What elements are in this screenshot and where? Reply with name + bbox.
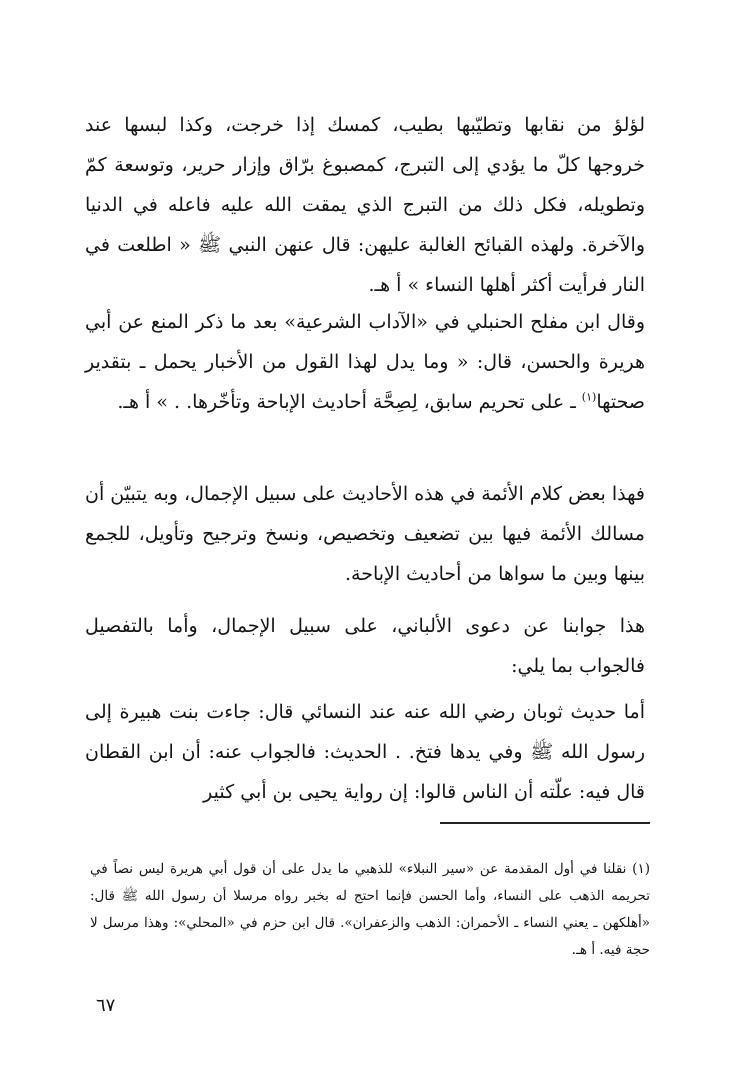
paragraph-1: لؤلؤ من نقابها وتطيّبها بطيب، كمسك إذا خرجت، وكذا لبسها عند خروجها كلّ ما يؤدي إلى التبرج، كمصبوغ برّاق وإزار حرير، وتوسعة كمّ وتطويله، فكل ذلك من التبرج الذي يمقت الله عليه فاعله في الدنيا والآخرة. ولهذه القبائح الغالبة عليهن: قال عنهن النبي ﷺ « اطلعت في النار فرأيت أكثر أهلها النساء » أ هـ. [85,114,645,296]
paragraph-2 [85,302,645,422]
paragraph-4: هذا جوابنا عن دعوى الألباني، على سبيل الإجمال، وأما بالتفصيل فالجواب بما يلي: [85,615,645,677]
paragraph-5: أما حديث ثوبان رضي الله عنه عند النسائي قال: جاءت بنت هبيرة إلى رسول الله ﷺ وفي يدها فتخ. . الحديث: فالجواب عنه: أن ابن القطان قال فيه: علّته أن الناس قالوا: إن رواية يحيى بن أبي كثير [85,701,645,803]
footnote-reference-marker: (١) [581,390,597,404]
footnote-separator [440,822,650,824]
page-number: ٦٧ [96,995,116,1016]
paragraph-3: فهذا بعض كلام الأئمة في هذه الأحاديث على سبيل الإجمال، وبه يتبيّن أن مسالك الأئمة فيها بين تضعيف وتخصيص، ونسخ وترجيح وتأويل، للجمع بينها وبين ما سواها من أحاديث الإباحة. [85,483,645,585]
paragraph-2-text-end: ـ على تحريم سابق، لِصِحَّة أحاديث الإباحة وتأخّرها. . » أ هـ. [117,391,582,413]
footnote: (١) نقلنا في أول المقدمة عن «سير النبلاء» للذهبي ما يدل على أن قول أبي هريرة ليس نصاً في تحريمه الذهب على النساء، وأما الحسن فإنما احتج له بخبر رواه مرسلا أن رسول الله ﷺ قال: «أهلكهن ـ يعني النساء ـ الأحمران: الذهب والزعفران». قال ابن حزم في «المحلي»: وهذا مرسل لا حجة فيه. أ هـ. [90,861,650,958]
paragraph-2-text-start: وقال ابن مفلح الحنبلي في «الآداب الشرعية» بعد ما ذكر المنع عن أبي هريرة والحسن، قال: « وما يدل لهذا القول من الأخبار يحمل ـ بتقدير صحتها [85,311,645,413]
